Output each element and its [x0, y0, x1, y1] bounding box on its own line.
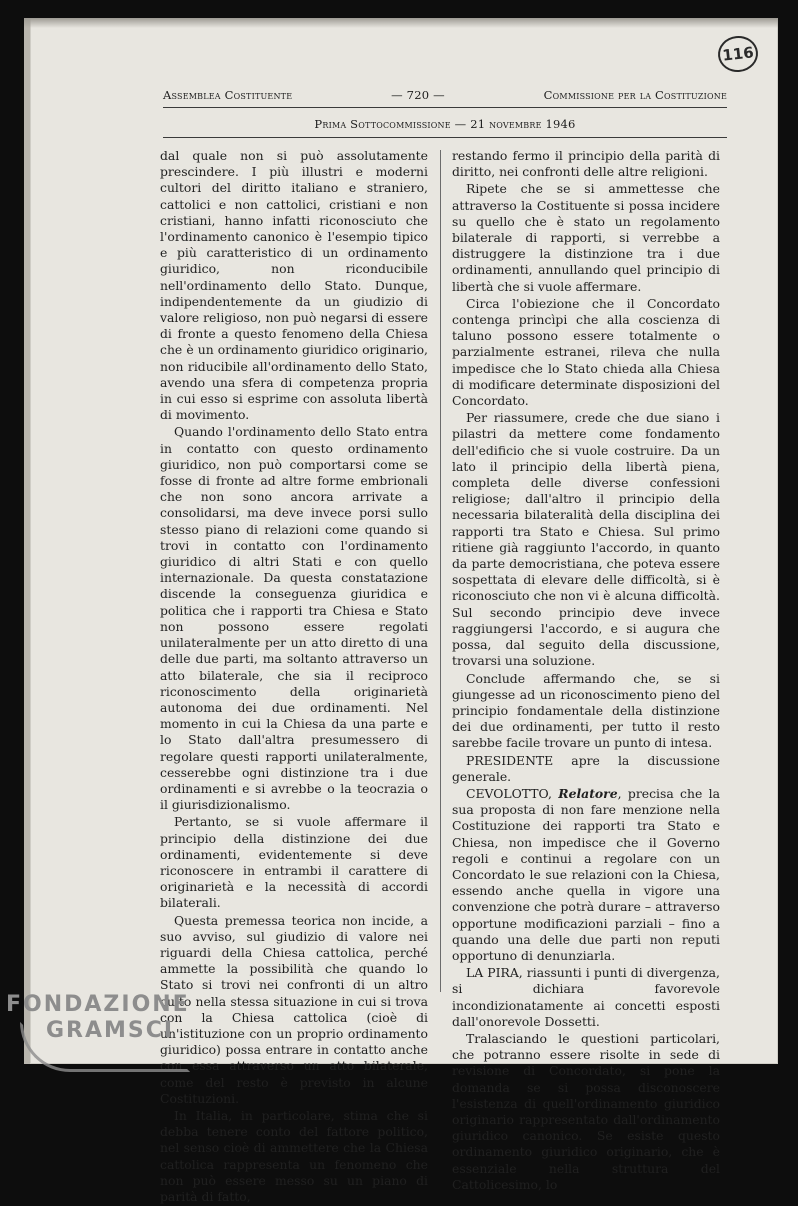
speaker-paragraph	[452, 965, 720, 1030]
header-rule	[163, 107, 727, 108]
paragraph: In Italia, in particolare, stima che si debba tenere conto del fattore politico, nel senso cioè di ammettere che la Chiesa cattolica rappresenta un fenomeno che non può essere messo su un piano di parità di fatto,	[160, 1107, 428, 1204]
speaker-paragraph	[452, 753, 720, 785]
paragraph: Ripete che se si ammettesse che attraverso la Costituente si possa incidere su quello che è stato un regolamento bilaterale di rapporti, si verrebbe a distruggere la distinzione tra i due ordinamenti, annullando quel principio di libertà che si vuole affermare.	[452, 181, 720, 294]
paragraph: Questa premessa teorica non incide, a suo avviso, sul giudizio di valore nei riguardi della Chiesa cattolica, perché ammette la possibilità che quando lo Stato si trovi nei confronti di un altro culto nella stessa situazione in cui si trova con la Chiesa cattolica (cioè di un'istituzione con un proprio ordinamento giuridico) possa entrare in contatto anche con essa attraverso un atto bilaterale, come del resto è previsto in alcune Costituzioni.	[160, 912, 428, 1106]
paragraph: Tralasciando le questioni particolari, che potranno essere risolte in sede di revisione di Concordato, si pone la domanda se si possa disconoscere l'esistenza di quell'ordinamento giuridico originario rappresentato dall'ordinamento giuridico canonico. Se esiste questo ordinamento giuridico originario, che è essenziale nella struttura del Cattolicesimo, lo	[452, 1030, 720, 1192]
left-column	[160, 148, 428, 1206]
watermark-line2: GRAMSCI	[46, 1018, 175, 1043]
watermark-logo	[6, 992, 190, 1044]
page-edge-shadow	[24, 18, 778, 28]
archive-stamp: 116	[716, 34, 760, 74]
paragraph: restando fermo il principio della parità di diritto, nei confronti delle altre religioni.	[452, 148, 720, 180]
right-column	[452, 148, 720, 1194]
speaker-name: LA PIRA,	[466, 965, 523, 981]
session-subtitle: Prima Sottocommissione — 21 novembre 1946	[314, 117, 576, 131]
speaker-text: riassunti i punti di divergenza, si dichiara favorevole incondizionatamente ai concetti esposti dall'onorevole Dossetti.	[452, 965, 720, 1029]
paragraph: dal quale non si può assolutamente prescindere. I più illustri e moderni cultori del diritto italiano e straniero, cattolici e non cattolici, cristiani e non cristiani, hanno infatti riconosciuto che l'ordinamento canonico è l'esempio tipico e più caratteristico di un ordinamento giuridico, non riconducibile nell'ordinamento dello Stato. Dunque, indipendentemente da un giudizio di valore religioso, non può negarsi di essere di fronte a questo fenomeno della Chiesa che è un ordinamento giuridico originario, non riducibile all'ordinamento dello Stato, avendo una sfera di competenza propria in cui esso si esprime con assoluta libertà di movimento.	[160, 148, 428, 423]
speaker-text: apre la discussione generale.	[452, 752, 720, 784]
speaker-name: CEVOLOTTO,	[466, 785, 552, 801]
running-header	[163, 88, 727, 102]
paragraph: Pertanto, se si vuole affermare il principio della distinzione dei due ordinamenti, evidentemente si deve riconoscere in entrambi il carattere di originarietà e la necessità di accordi bilaterali.	[160, 814, 428, 911]
paragraph: Conclude affermando che, se si giungesse ad un riconoscimento pieno del principio fondamentale della distinzione dei due ordinamenti, per tutto il resto sarebbe facile trovare un punto di intesa.	[452, 670, 720, 751]
column-divider	[440, 150, 441, 992]
speaker-paragraph	[452, 786, 720, 964]
paragraph: Circa l'obiezione che il Concordato contenga princìpi che alla coscienza di taluno possono essere totalmente o parzialmente estranei, rileva che nulla impedisce che lo Stato chieda alla Chiesa di modificare determinate disposizioni del Concordato.	[452, 295, 720, 409]
watermark-line1: FONDAZIONE	[6, 992, 190, 1017]
speaker-text: , precisa che la sua proposta di non fare menzione nella Costituzione dei rapporti tra Stato e Chiesa, non impedisce che il Governo regoli e continui a regolare con un Concordato le sue relazioni con la Chiesa, essendo anche quella in vigore una convenzione che potrà durare – attraverso opportune modificazioni parziali – fino a quando una delle due parti non reputi opportuno di denunziarla.	[452, 785, 720, 963]
header-left: Assemblea Costituente	[163, 88, 293, 102]
paragraph: Quando l'ordinamento dello Stato entra in contatto con questo ordinamento giuridico, non può comportarsi come se fosse di fronte ad altre forme embrionali che non sono ancora arrivate a consolidarsi, ma deve invece porsi sullo stesso piano di relazioni come quando si trovi in contatto con l'ordinamento giuridico di altri Stati e con quello internazionale. Da questa constatazione discende la conseguenza giuridica e politica che i rapporti tra Chiesa e Stato non possono essere regolati unilateralmente per un atto diretto di una delle due parti, ma soltanto attraverso un atto bilaterale, che sia il reciproco riconoscimento della originarietà autonoma dei due ordinamenti. Nel momento in cui la Chiesa da una parte e lo Stato dall'altra presumessero di regolare questi rapporti unilateralmente, cesserebbe ogni distinzione tra i due ordinamenti e si avrebbe o la teocrazia o il giurisdizionalismo.	[160, 424, 428, 813]
speaker-role: Relatore	[558, 785, 618, 801]
page-number: — 720 —	[391, 88, 445, 102]
subtitle-rule	[163, 137, 727, 138]
speaker-name: PRESIDENTE	[466, 752, 554, 768]
header-right: Commissione per la Costituzione	[543, 88, 727, 102]
paragraph: Per riassumere, crede che due siano i pilastri da mettere come fondamento dell'edificio che si vuole costruire. Da un lato il principio della libertà piena, completa delle diverse confessioni religiose; dall'altro il principio della necessaria bilateralità della disciplina dei rapporti tra Stato e Chiesa. Sul primo ritiene già raggiunto l'accordo, in quanto da parte democristiana, che poteva essere sospettata di elevare delle difficoltà, si è riconosciuto che non vi è alcuna difficoltà. Sul secondo principio deve invece raggiungersi l'accordo, e si augura che possa, dal seguito della discussione, trovarsi una soluzione.	[452, 410, 720, 669]
